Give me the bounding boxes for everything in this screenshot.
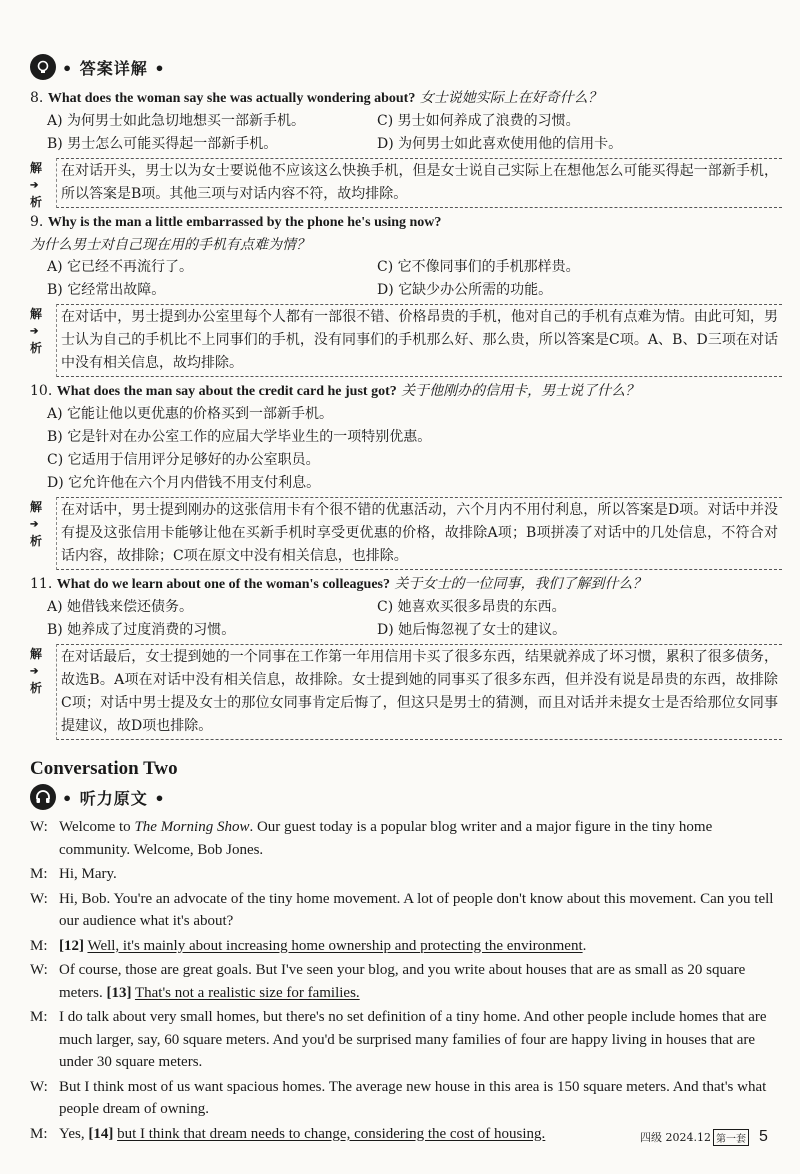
analysis-label-char: 析 [30,341,43,355]
analysis-block [30,644,782,740]
question-marker: [13] [106,984,132,1001]
question-number: 8. [30,90,44,106]
option-item: D) 为何男士如此喜欢使用他的信用卡。 [377,136,623,152]
transcript-text: But I think most of us want spacious homes. The average new house in this area is 150 square meters. And that's what people dream of owning. [59,1078,767,1117]
conversation-title: Conversation Two [30,758,178,779]
analysis-label [30,306,48,356]
option-item: A) 它已经不再流行了。 [47,259,194,275]
option-item: B) 它经常出故障。 [47,282,166,298]
answer-page [30,50,782,1145]
transcript-line [30,816,782,861]
question-chinese: 为什么男士对自己现在用的手机有点难为情？ [30,237,310,253]
lightbulb-icon [30,54,56,80]
analysis-text: 在对话中，男士提到刚办的这张信用卡有个很不错的优惠活动，六个月内不用付利息，所以答案是D项。对话中并没有提及这张信用卡能够让他在买新手机时享受更优惠的价格，故排除A项；B项拼凑了对话中的几处信息，不符合对话内容，故排除；C项在原文中没有相关信息，也排除。 [56,497,782,570]
option-item: C) 它适用于信用评分足够好的办公室职员。 [47,452,320,468]
transcript-text: Yes, [59,1125,89,1142]
option-item: C) 它不像同事们的手机那样贵。 [377,259,580,275]
analysis-label-char: 解 [30,161,43,175]
option-item: C) 她喜欢买很多昂贵的东西。 [377,599,566,615]
answer-underline: but I think that dream needs to change, considering the cost of housing. [117,1125,546,1142]
analysis-block [30,158,782,208]
answer-underline: That's not a realistic size for families. [134,984,360,1001]
arrow-icon: ➔ [30,326,39,337]
option-item: B) 她养成了过度消费的习惯。 [47,622,236,638]
transcript-text: . Our guest today is a popular blog writer and a major figure in the tiny home community. Welcome, Bob Jones. [59,819,713,858]
speaker-label: M: [30,937,48,954]
analysis-label-char: 析 [30,195,43,209]
option-list [30,403,782,495]
transcript-text: The Morning Show [134,819,250,835]
option-item: B) 它是针对在办公室工作的应届大学毕业生的一项特别优惠。 [47,429,432,445]
option-list [30,110,782,156]
option-list [30,596,782,642]
transcript-line [30,863,782,886]
speaker-label: W: [30,890,48,907]
transcript-text: Hi, Bob. You're an advocate of the tiny home movement. A lot of people don't know about this movement. Can you tell our audience what it's about? [59,890,774,929]
question-item [30,573,782,596]
headphones-icon [30,784,56,810]
option-list [30,256,782,302]
option-item: D) 她后悔忽视了女士的建议。 [377,622,567,638]
answer-section-header [30,50,782,84]
option-item: A) 它能让他以更优惠的价格买到一部新手机。 [47,406,334,422]
page-footer [640,1128,768,1146]
analysis-label-char: 析 [30,681,43,695]
analysis-block [30,497,782,570]
analysis-block [30,304,782,377]
question-marker: [12] [59,937,84,954]
transcript-text: I do talk about very small homes, but there's no set definition of a tiny home. And other people include homes that are much larger, say, 60 square meters. And you'd be surprised many families of four are happy living in houses that are under 30 square meters. [59,1009,767,1070]
analysis-text: 在对话开头，男士以为女士要说他不应该这么快换手机，但是女士说自己实际上在想他怎么可能买得起一部新手机，所以答案是B项。其他三项与对话内容不符，故均排除。 [56,158,782,208]
answer-underline: Well, it's mainly about increasing home ownership and protecting the environment [87,937,583,954]
question-chinese: 关于女士的一位同事，我们了解到什么？ [394,576,647,592]
question-item [30,211,782,256]
analysis-label [30,646,48,696]
transcript-text: . [582,937,587,954]
analysis-label [30,499,48,549]
analysis-label-char: 解 [30,307,43,321]
analysis-label-char: 解 [30,500,43,514]
transcript-text: Hi, Mary. [59,866,117,882]
question-chinese: 女士说她实际上在好奇什么？ [419,90,602,106]
speaker-label: M: [30,1125,48,1142]
option-item: C) 男士如何养成了浪费的习惯。 [377,113,580,129]
footer-set: 第一套 [713,1129,749,1146]
transcript [30,816,782,1145]
answer-section-title: • 答案详解 • [62,58,166,78]
question-english: What does the woman say she was actually wondering about? [47,91,416,106]
transcript-section-header [30,780,782,814]
speaker-label: W: [30,819,48,835]
question-english: Why is the man a little embarrassed by the phone he's using now? [47,215,442,230]
question-english: What does the man say about the credit card he just got? [56,384,397,399]
option-item: A) 她借钱来偿还债务。 [47,599,194,615]
transcript-text: Of course, those are great goals. But I've seen your blog, and you write about houses that are as small as 20 square meters. [59,962,746,1001]
question-number: 9. [30,214,44,230]
footer-label: 四级 2024.12 [640,1131,711,1144]
question-list [30,87,782,740]
arrow-icon: ➔ [30,519,39,530]
speaker-label: M: [30,866,48,882]
transcript-section-title: • 听力原文 • [62,788,166,808]
question-item [30,380,782,403]
question-number: 10. [30,383,53,399]
page-number: 5 [758,1128,768,1145]
speaker-label: W: [30,962,48,978]
option-item: B) 男士怎么可能买得起一部新手机。 [47,136,278,152]
transcript-line [30,935,782,958]
analysis-text: 在对话最后，女士提到她的一个同事在工作第一年用信用卡买了很多东西，结果就养成了坏习惯，累积了很多债务，故选B。A项在对话中没有相关信息，故排除。女士提到她的同事买了很多东西，但并没有说是昂贵的东西，故排除C项；对话中男士提及女士的那位女同事肯定后悔了，但这只是男士的猜测，而且对话并未提女士是否给那位女同事提建议，故D项也排除。 [56,644,782,740]
question-number: 11. [30,576,53,592]
transcript-text: Welcome to [59,819,135,835]
transcript-line [30,1076,782,1121]
option-item: D) 它允许他在六个月内借钱不用支付利息。 [47,475,321,491]
analysis-label [30,160,48,210]
question-chinese: 关于他刚办的信用卡，男士说了什么？ [401,383,640,399]
speaker-label: W: [30,1078,48,1095]
analysis-label-char: 解 [30,647,43,661]
arrow-icon: ➔ [30,666,39,677]
question-marker: [14] [88,1125,114,1142]
speaker-label: M: [30,1009,48,1025]
arrow-icon: ➔ [30,180,39,191]
question-english: What do we learn about one of the woman's colleagues? [56,577,390,592]
option-item: D) 它缺少办公所需的功能。 [377,282,553,298]
analysis-label-char: 析 [30,534,43,548]
transcript-line [30,1006,782,1074]
transcript-line [30,888,782,933]
question-item [30,87,782,110]
option-item: A) 为何男士如此急切地想买一部新手机。 [47,113,306,129]
analysis-text: 在对话中，男士提到办公室里每个人都有一部很不错、价格昂贵的手机，他对自己的手机有点难为情。由此可知，男士认为自己的手机比不上同事们的手机，没有同事们的手机那么好、那么贵，所以答案是C项。A、B、D三项在对话中没有相关信息，故均排除。 [56,304,782,377]
transcript-line [30,959,782,1004]
